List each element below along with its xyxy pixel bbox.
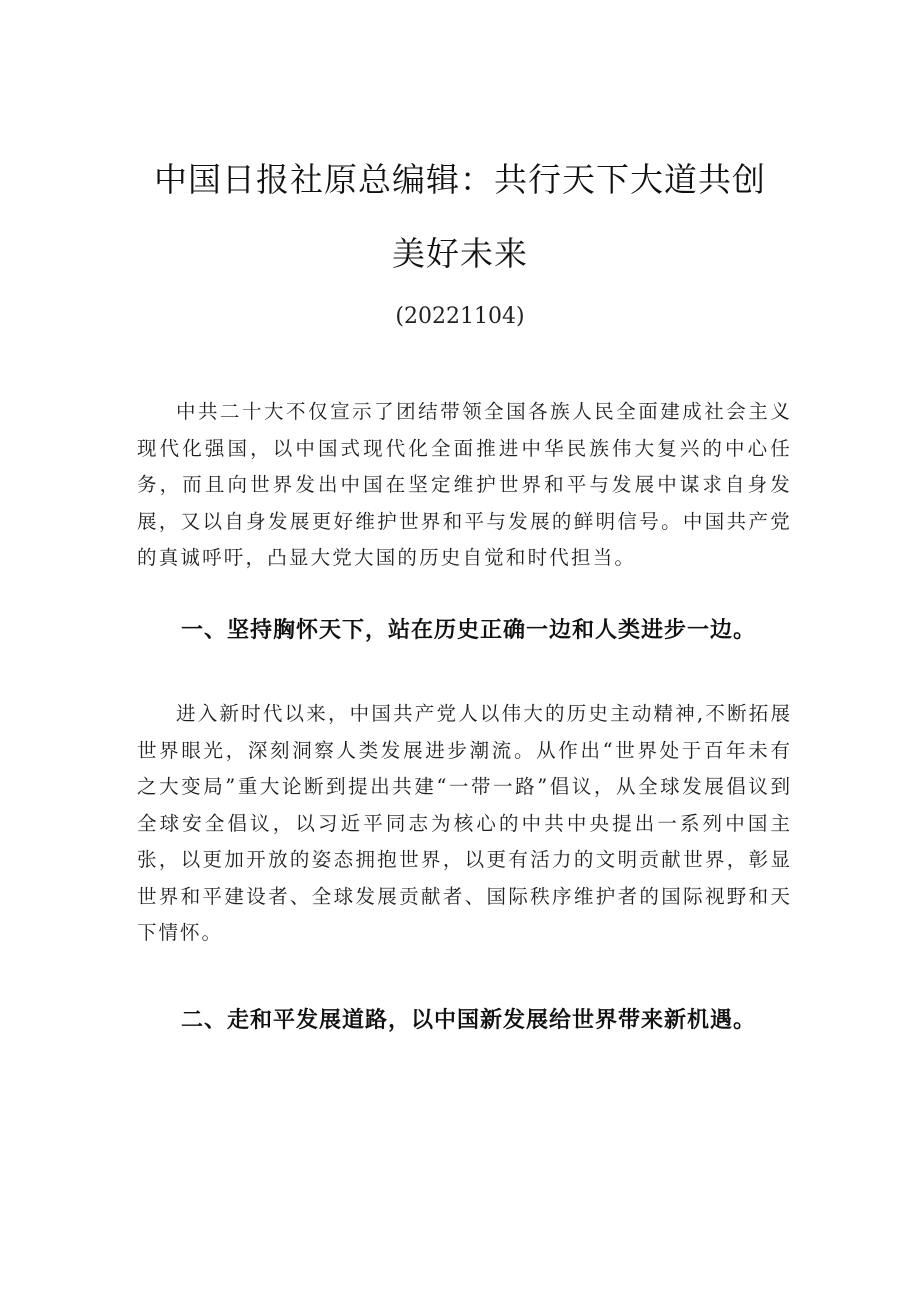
paragraph-section-1: 进入新时代以来，中国共产党人以伟大的历史主动精神,不断拓展世界眼光，深刻洞察人类发展进步潮流。从作出“世界处于百年未有之大变局”重大论断到提出共建“一带一路”倡议，从全球发展倡议到全球安全倡议，以习近平同志为核心的中共中央提出一系列中国主张，以更加开放的姿态拥抱世界，以更有活力的文明贡献世界，彰显世界和平建设者、全球发展贡献者、国际秩序维护者的国际视野和天下情怀。 — [137, 702, 792, 944]
document-title-line-1: 中国日报社原总编辑：共行天下大道共创 — [154, 160, 766, 199]
document-title-line-2: 美好未来 — [392, 234, 528, 273]
document-date: (20221104) — [395, 304, 525, 329]
section-heading-2: 二、走和平发展道路，以中国新发展给世界带来新机遇。 — [181, 1008, 757, 1033]
paragraph-intro: 中共二十大不仅宣示了团结带领全国各族人民全面建成社会主义现代化强国，以中国式现代化全面推进中华民族伟大复兴的中心任务，而且向世界发出中国在坚定维护世界和平与发展中谋求自身发展，又以自身发展更好维护世界和平与发展的鲜明信号。中国共产党的真诚呼吁，凸显大党大国的历史自觉和时代担当。 — [137, 400, 792, 569]
section-heading-1: 一、坚持胸怀天下，站在历史正确一边和人类进步一边。 — [181, 618, 757, 643]
